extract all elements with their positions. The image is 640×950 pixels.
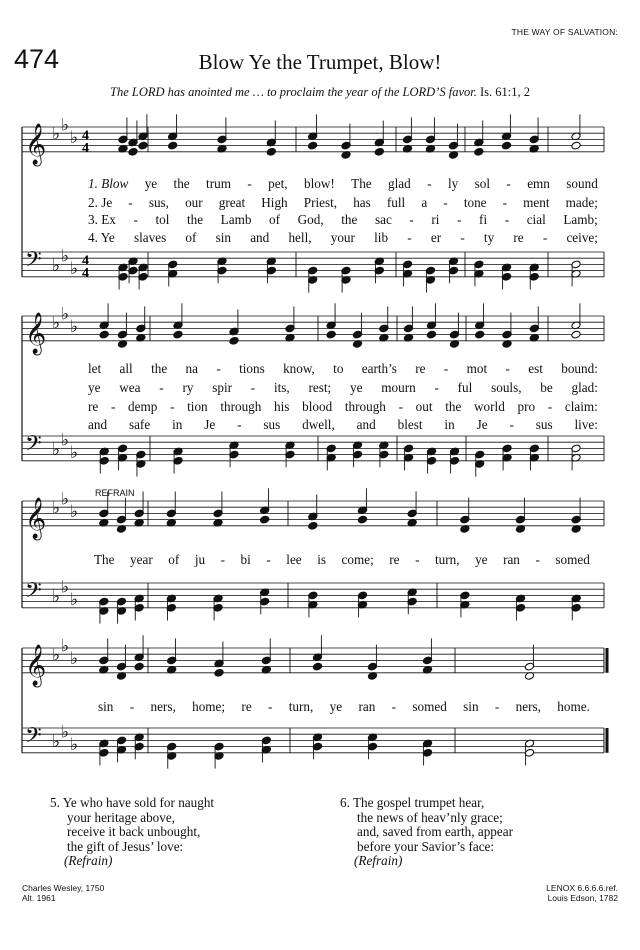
lyric-line — [98, 700, 590, 713]
lyric-syllable: na — [185, 361, 198, 376]
flat-sign: ♭ — [52, 313, 61, 334]
lyric-syllable: spir — [212, 380, 232, 395]
lyric-hyphen: - — [409, 212, 414, 227]
lyric-syllable: a — [421, 195, 428, 210]
lyric-syllable: let — [88, 361, 102, 376]
notehead — [134, 662, 144, 671]
lyric-syllable: Lamb; — [563, 212, 598, 227]
lyric-syllable: through — [344, 399, 386, 414]
lyric-syllable: your — [330, 230, 355, 245]
flat-sign: ♭ — [70, 443, 79, 463]
notehead — [128, 147, 138, 156]
lyric-syllable: est — [528, 361, 543, 376]
lyric-hyphen: - — [170, 399, 175, 414]
flat-sign: ♭ — [61, 430, 70, 451]
notehead — [571, 141, 581, 150]
lyric-syllable: sin — [215, 230, 231, 245]
lyric-hyphen: - — [427, 176, 432, 191]
lyric-hyphen: - — [457, 212, 462, 227]
lyric-syllable: sus — [535, 417, 553, 432]
flat-sign: ♭ — [70, 316, 79, 337]
lyric-syllable: ye — [88, 380, 101, 395]
lyric-syllable: is — [317, 552, 326, 567]
lyric-hyphen: - — [415, 552, 420, 567]
lyric-syllable: bound: — [561, 361, 598, 376]
lyric-syllable: blood — [302, 399, 333, 414]
lyric-syllable: re — [513, 230, 524, 245]
lyric-syllable: ty — [483, 230, 495, 245]
flat-sign: ♭ — [52, 255, 61, 276]
lyric-hyphen: - — [216, 361, 221, 376]
lyric-syllable: re — [415, 361, 426, 376]
lyric-hyphen: - — [460, 230, 465, 245]
notehead — [173, 330, 183, 339]
credit-composer: Louis Edson, 1782 — [547, 893, 618, 903]
notehead — [308, 521, 318, 530]
lyric-syllable: claim: — [564, 399, 598, 414]
lyric-hyphen: - — [237, 417, 242, 432]
lyric-syllable: demp — [128, 399, 158, 414]
notehead — [138, 141, 148, 150]
lyric-syllable: through — [220, 399, 262, 414]
lyric-syllable: lee — [286, 552, 302, 567]
bass-clef: 𝄢 — [25, 247, 42, 278]
flat-sign: ♭ — [61, 489, 70, 510]
lyric-syllable: the — [445, 399, 462, 414]
stanza-line: before your Savior’s face: — [357, 838, 495, 854]
section-heading: THE WAY OF SALVATION: — [511, 27, 618, 37]
lyric-syllable: re — [88, 399, 99, 414]
notehead — [474, 147, 484, 156]
lyric-hyphen: - — [502, 195, 508, 210]
lyric-syllable: ye — [144, 176, 158, 191]
stanza-line: and, saved from earth, appear — [357, 824, 513, 839]
lyric-syllable: ye — [350, 380, 363, 395]
notehead — [571, 330, 581, 339]
hymn-title: Blow Ye the Trumpet, Blow! — [198, 50, 442, 74]
lyric-syllable: know, — [283, 361, 315, 376]
lyric-hyphen: - — [247, 176, 252, 191]
lyric-syllable: turn, — [435, 552, 460, 567]
lyric-syllable: be — [540, 380, 553, 395]
lyric-syllable: Je — [476, 417, 488, 432]
lyric-syllable: pro — [517, 399, 536, 414]
treble-clef: 𝄞 — [25, 123, 47, 165]
lyric-syllable: God, — [297, 212, 324, 227]
bass-clef: 𝄢 — [25, 431, 42, 462]
lyric-line — [88, 418, 598, 431]
lyric-syllable: The — [94, 552, 115, 567]
lyric-hyphen: - — [159, 380, 164, 395]
time-signature-top: 4 — [82, 128, 89, 144]
lyric-syllable: of — [269, 212, 281, 227]
treble-clef: 𝄞 — [25, 644, 47, 686]
flat-sign: ♭ — [70, 590, 79, 610]
flat-sign: ♭ — [70, 127, 79, 148]
treble-clef: 𝄞 — [25, 312, 47, 354]
lyric-syllable: and — [88, 417, 108, 432]
lyric-syllable: slaves — [133, 230, 167, 245]
flat-sign: ♭ — [70, 648, 79, 669]
lyric-line — [88, 381, 598, 394]
lyric-hyphen: - — [504, 212, 510, 227]
notehead — [168, 141, 178, 150]
lyric-syllable: the — [341, 212, 358, 227]
lyric-syllable: the — [173, 176, 190, 191]
lyric-syllable: High — [261, 195, 288, 210]
lyric-syllable: ran — [503, 552, 520, 567]
lyric-syllable: emn — [527, 176, 550, 191]
lyric-syllable: sus — [263, 417, 281, 432]
flat-sign: ♭ — [70, 259, 79, 279]
lyric-syllable: in — [172, 417, 183, 432]
lyric-syllable: 1. Blow — [88, 176, 129, 191]
stanza-refrain-cue: (Refrain) — [354, 853, 403, 868]
lyric-syllable: of — [168, 552, 180, 567]
lyric-syllable: the — [186, 212, 204, 227]
lyric-syllable: ye — [475, 552, 488, 567]
bass-clef: 𝄢 — [25, 723, 42, 754]
lyric-hyphen: - — [505, 361, 510, 376]
lyric-syllable: blow! — [303, 176, 335, 191]
lyric-syllable: dwell, — [302, 417, 335, 432]
notehead — [312, 662, 322, 671]
lyric-hyphen: - — [268, 699, 273, 714]
lyric-syllable: has — [353, 195, 371, 210]
credits-tune — [546, 883, 618, 903]
lyric-syllable: wea — [119, 380, 141, 395]
lyric-hyphen: - — [133, 212, 138, 227]
lyric-syllable: blest — [397, 417, 423, 432]
lyric-syllable: souls, — [491, 380, 522, 395]
lyric-syllable: sac — [374, 212, 392, 227]
lyric-syllable: fi — [479, 212, 488, 227]
lyric-hyphen: - — [220, 552, 226, 567]
lyric-syllable: Lamb — [220, 212, 252, 227]
flat-sign: ♭ — [52, 645, 61, 666]
lyric-hyphen: - — [547, 399, 553, 414]
stanza-6 — [340, 796, 513, 869]
treble-clef: 𝄞 — [25, 497, 47, 539]
lyric-line — [88, 362, 598, 375]
flat-sign: ♭ — [52, 498, 61, 519]
lyric-hyphen: - — [250, 380, 256, 395]
lyric-syllable: pet, — [268, 176, 288, 191]
notehead — [308, 141, 318, 150]
lyric-syllable: ceive; — [566, 230, 598, 245]
notehead — [475, 330, 485, 339]
flat-sign: ♭ — [70, 735, 79, 755]
lyric-syllable: cial — [526, 212, 546, 227]
lyric-hyphen: - — [494, 699, 500, 714]
flat-sign: ♭ — [52, 439, 61, 460]
lyric-syllable: home. — [557, 699, 590, 714]
lyric-syllable: to — [333, 361, 344, 376]
lyric-syllable: The — [351, 176, 372, 191]
lyric-syllable: sol — [474, 176, 490, 191]
flat-sign: ♭ — [52, 586, 61, 607]
lyric-syllable: in — [444, 417, 455, 432]
lyric-hyphen: - — [391, 699, 397, 714]
lyric-syllable: somed — [555, 552, 590, 567]
lyric-syllable: trum — [206, 176, 231, 191]
notehead — [374, 147, 384, 156]
lyric-syllable: Priest, — [303, 195, 338, 210]
flat-sign: ♭ — [52, 731, 61, 752]
lyric-hyphen: - — [443, 361, 449, 376]
lyric-syllable: tone — [463, 195, 487, 210]
lyric-line — [94, 553, 590, 566]
lyric-line — [88, 213, 598, 226]
stanza-line: 6. The gospel trumpet hear, — [340, 795, 485, 810]
stanza-line: the news of heav’nly grace; — [357, 809, 503, 825]
credit-tune-name: LENOX 6.6.6.6.ref. — [546, 883, 618, 893]
lyric-syllable: tions — [239, 361, 265, 376]
stanza-5 — [50, 796, 214, 869]
lyric-syllable: ye — [329, 699, 343, 714]
lyric-syllable: home; — [192, 699, 226, 714]
stanza-line: the gift of Jesus’ love: — [67, 838, 184, 854]
lyric-hyphen: - — [110, 399, 116, 414]
lyric-hyphen: - — [398, 399, 403, 414]
lyric-syllable: the — [151, 361, 168, 376]
lyric-syllable: 2. Je — [88, 195, 113, 210]
lyric-syllable: sus, — [148, 195, 169, 210]
epigraph-reference: Is. 61:1, 2 — [480, 85, 530, 99]
lyric-syllable: 3. Ex — [88, 212, 116, 227]
lyric-syllable: world — [474, 399, 505, 414]
bass-clef: 𝄢 — [25, 578, 42, 609]
stanza-refrain-cue: (Refrain) — [64, 853, 113, 868]
lyric-syllable: tion — [187, 399, 208, 414]
notehead — [266, 147, 276, 156]
lyric-syllable: ly — [447, 176, 459, 191]
flat-sign: ♭ — [61, 577, 70, 598]
lyric-syllable: rest; — [308, 380, 332, 395]
lyric-hyphen: - — [542, 230, 548, 245]
flat-sign: ♭ — [61, 304, 70, 325]
lyric-syllable: our — [185, 195, 203, 210]
lyric-hyphen: - — [443, 195, 448, 210]
lyric-line — [88, 177, 598, 190]
flat-sign: ♭ — [61, 722, 70, 743]
notehead — [260, 515, 270, 524]
stanza-line: receive it back unbought, — [67, 824, 201, 839]
lyric-hyphen: - — [434, 380, 439, 395]
lyric-syllable: bi — [240, 552, 251, 567]
lyric-syllable: made; — [565, 195, 598, 210]
lyric-syllable: its, — [273, 380, 290, 395]
lyric-syllable: and — [250, 230, 270, 245]
lyric-syllable: safe — [128, 417, 151, 432]
lyric-syllable: ry — [182, 380, 194, 395]
notehead — [99, 330, 109, 339]
lyric-syllable: out — [415, 399, 433, 414]
lyric-syllable: ment — [523, 195, 550, 210]
refrain-label: REFRAIN — [95, 488, 135, 498]
lyric-syllable: full — [386, 195, 406, 210]
lyric-syllable: earth’s — [361, 361, 397, 376]
lyric-syllable: ners, — [515, 699, 541, 714]
time-signature-top: 4 — [82, 253, 89, 269]
lyric-syllable: year — [130, 552, 153, 567]
lyric-syllable: turn, — [288, 699, 314, 714]
lyric-syllable: ful — [457, 380, 473, 395]
time-signature-bottom: 4 — [82, 265, 89, 281]
lyric-syllable: mot — [466, 361, 488, 376]
stanza-line: your heritage above, — [67, 809, 176, 825]
lyric-syllable: and — [356, 417, 376, 432]
lyric-syllable: of — [185, 230, 197, 245]
flat-sign: ♭ — [52, 124, 61, 145]
lyric-syllable: lib — [374, 230, 389, 245]
notehead — [501, 141, 511, 150]
hymn-number: 474 — [14, 44, 60, 74]
lyric-syllable: 4. Ye — [88, 230, 115, 245]
notehead — [426, 330, 436, 339]
credit-alteration: Alt. 1961 — [22, 893, 56, 903]
lyric-syllable: re — [389, 552, 400, 567]
lyric-syllable: ran — [358, 699, 376, 714]
lyric-syllable: his — [274, 399, 290, 414]
lyric-syllable: tol — [155, 212, 170, 227]
lyric-syllable: sin — [463, 699, 479, 714]
lyric-syllable: er — [430, 230, 442, 245]
lyric-syllable: come; — [341, 552, 374, 567]
credits-author — [22, 883, 104, 903]
notehead — [357, 515, 367, 524]
flat-sign: ♭ — [61, 115, 70, 136]
stanza-line: 5. Ye who have sold for naught — [50, 795, 215, 810]
lyric-syllable: hell, — [288, 230, 312, 245]
flat-sign: ♭ — [70, 501, 79, 522]
lyric-line — [88, 196, 598, 209]
lyric-hyphen: - — [266, 552, 271, 567]
lyric-hyphen: - — [506, 176, 511, 191]
flat-sign: ♭ — [61, 246, 70, 267]
lyric-syllable: somed — [412, 699, 447, 714]
lyric-syllable: ri — [431, 212, 440, 227]
lyric-syllable: live: — [574, 417, 598, 432]
lyric-hyphen: - — [509, 417, 514, 432]
lyric-syllable: glad — [388, 176, 411, 191]
lyric-syllable: ners, — [150, 699, 176, 714]
time-signature-bottom: 4 — [82, 140, 89, 156]
lyric-syllable: mourn — [381, 380, 416, 395]
lyric-hyphen: - — [407, 230, 412, 245]
lyric-hyphen: - — [535, 552, 540, 567]
lyric-line — [88, 231, 598, 244]
lyric-syllable: ju — [194, 552, 206, 567]
lyric-syllable: Je — [204, 417, 216, 432]
lyric-hyphen: - — [128, 195, 133, 210]
lyric-syllable: sound — [566, 176, 598, 191]
lyric-syllable: all — [119, 361, 133, 376]
notehead — [326, 330, 336, 339]
lyric-syllable: glad: — [571, 380, 598, 395]
notehead — [214, 668, 224, 677]
flat-sign: ♭ — [61, 636, 70, 657]
epigraph-text: The LORD has anointed me … to proclaim the year of the LORD’S favor. — [110, 85, 477, 99]
lyric-syllable: re — [241, 699, 252, 714]
lyric-syllable: great — [218, 195, 246, 210]
lyric-line — [88, 400, 598, 413]
credit-author: Charles Wesley, 1750 — [22, 883, 105, 893]
notehead — [229, 336, 239, 345]
lyric-hyphen: - — [129, 699, 135, 714]
lyric-syllable: sin — [98, 699, 114, 714]
